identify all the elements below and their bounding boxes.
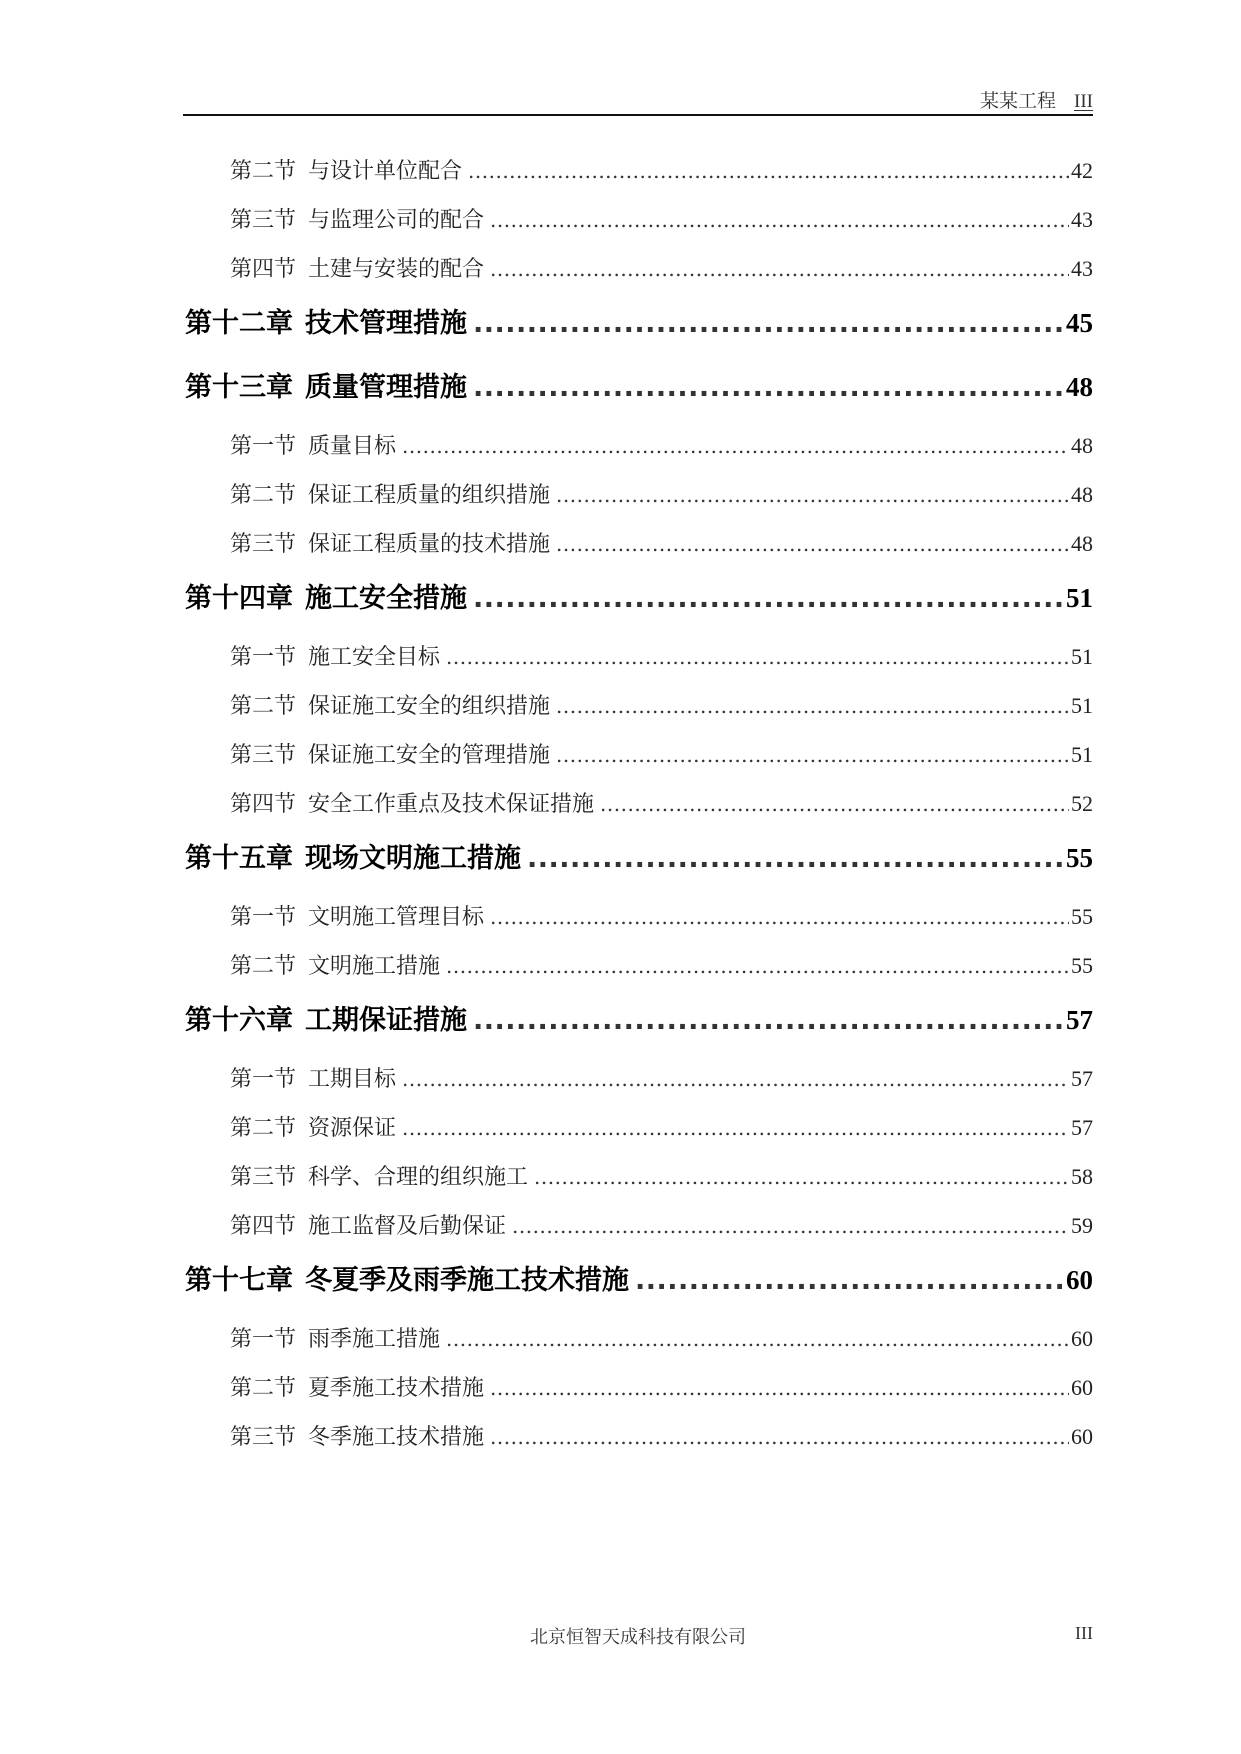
toc-entry-page: 42 — [1071, 158, 1093, 183]
toc-entry-page: 55 — [1066, 843, 1093, 873]
footer-page-number: III — [1075, 1623, 1093, 1643]
toc-dot-leader — [600, 792, 1069, 817]
toc-entry-title: 与设计单位配合 — [308, 159, 463, 184]
toc-entry-title: 保证施工安全的管理措施 — [308, 743, 551, 768]
toc-entry-title: 施工监督及后勤保证 — [308, 1214, 507, 1239]
toc-section-entry[interactable] — [185, 154, 1093, 203]
toc-entry-page: 45 — [1066, 308, 1093, 338]
toc-entry-number: 第四节 — [230, 792, 297, 817]
toc-entry-title: 技术管理措施 — [305, 308, 467, 339]
toc-entry-title: 工期保证措施 — [305, 1005, 467, 1036]
toc-entry-number: 第一节 — [230, 905, 297, 930]
toc-section-entry[interactable] — [185, 478, 1093, 527]
toc-entry-page: 60 — [1066, 1265, 1093, 1295]
toc-chapter-entry[interactable] — [185, 836, 1093, 900]
toc-entry-number: 第二节 — [230, 483, 297, 508]
toc-dot-leader — [490, 1425, 1069, 1450]
toc-dot-leader — [635, 1265, 1064, 1296]
toc-dot-leader — [490, 257, 1069, 282]
toc-dot-leader — [446, 1327, 1069, 1352]
toc-entry-number: 第一节 — [230, 1067, 297, 1092]
toc-dot-leader — [490, 1376, 1069, 1401]
toc-section-entry[interactable] — [185, 1111, 1093, 1160]
toc-dot-leader — [473, 1005, 1064, 1036]
toc-entry-title: 冬夏季及雨季施工技术措施 — [305, 1265, 629, 1296]
toc-section-entry[interactable] — [185, 1062, 1093, 1111]
toc-dot-leader — [556, 483, 1069, 508]
toc-section-entry[interactable] — [185, 1209, 1093, 1258]
toc-entry-title: 与监理公司的配合 — [308, 208, 485, 233]
toc-entry-number: 第二节 — [230, 159, 297, 184]
toc-entry-title: 保证工程质量的技术措施 — [308, 532, 551, 557]
toc-dot-leader — [556, 694, 1069, 719]
toc-section-entry[interactable] — [185, 640, 1093, 689]
toc-entry-page: 60 — [1071, 1375, 1093, 1400]
toc-dot-leader — [473, 372, 1064, 403]
toc-entry-title: 工期目标 — [308, 1067, 397, 1092]
toc-dot-leader — [446, 645, 1069, 670]
toc-entry-number: 第一节 — [230, 434, 297, 459]
toc-entry-page: 43 — [1071, 256, 1093, 281]
footer-company: 北京恒智天成科技有限公司 — [530, 1627, 746, 1648]
toc-section-entry[interactable] — [185, 689, 1093, 738]
toc-dot-leader — [490, 905, 1069, 930]
toc-dot-leader — [473, 583, 1064, 614]
toc-chapter-entry[interactable] — [185, 301, 1093, 365]
toc-entry-number: 第二节 — [230, 954, 297, 979]
toc-entry-page: 52 — [1071, 791, 1093, 816]
toc-entry-number: 第三节 — [230, 208, 297, 233]
toc-section-entry[interactable] — [185, 787, 1093, 836]
toc-entry-title: 科学、合理的组织施工 — [308, 1165, 529, 1190]
toc-entry-page: 43 — [1071, 207, 1093, 232]
toc-entry-title: 保证施工安全的组织措施 — [308, 694, 551, 719]
toc-dot-leader — [512, 1214, 1069, 1239]
toc-entry-title: 现场文明施工措施 — [305, 843, 521, 874]
toc-entry-number: 第四节 — [230, 257, 297, 282]
toc-chapter-entry[interactable] — [185, 1258, 1093, 1322]
toc-section-entry[interactable] — [185, 1420, 1093, 1469]
toc-entry-number: 第二节 — [230, 1376, 297, 1401]
toc-dot-leader — [468, 159, 1069, 184]
toc-entry-page: 48 — [1071, 433, 1093, 458]
toc-entry-page: 57 — [1071, 1066, 1093, 1091]
toc-entry-page: 59 — [1071, 1213, 1093, 1238]
toc-section-entry[interactable] — [185, 203, 1093, 252]
toc-section-entry[interactable] — [185, 900, 1093, 949]
toc-chapter-entry[interactable] — [185, 365, 1093, 429]
toc-entry-title: 土建与安装的配合 — [308, 257, 485, 282]
toc-entry-page: 55 — [1071, 904, 1093, 929]
toc-entry-number: 第十六章 — [185, 1005, 293, 1036]
page-footer — [183, 1623, 1093, 1651]
toc-section-entry[interactable] — [185, 1160, 1093, 1209]
toc-entry-page: 60 — [1071, 1326, 1093, 1351]
toc-entry-number: 第一节 — [230, 1327, 297, 1352]
toc-entry-title: 文明施工措施 — [308, 954, 441, 979]
table-of-contents — [185, 154, 1093, 1469]
toc-entry-title: 文明施工管理目标 — [308, 905, 485, 930]
page-header — [183, 84, 1093, 116]
header-text — [980, 86, 1093, 113]
toc-entry-page: 55 — [1071, 953, 1093, 978]
toc-entry-title: 资源保证 — [308, 1116, 397, 1141]
toc-entry-title: 施工安全措施 — [305, 583, 467, 614]
toc-entry-number: 第二节 — [230, 694, 297, 719]
toc-entry-number: 第四节 — [230, 1214, 297, 1239]
toc-entry-title: 冬季施工技术措施 — [308, 1425, 485, 1450]
toc-entry-page: 57 — [1066, 1005, 1093, 1035]
toc-dot-leader — [402, 1067, 1069, 1092]
toc-entry-title: 质量管理措施 — [305, 372, 467, 403]
toc-dot-leader — [534, 1165, 1069, 1190]
toc-dot-leader — [556, 532, 1069, 557]
toc-entry-number: 第十四章 — [185, 583, 293, 614]
toc-entry-number: 第十七章 — [185, 1265, 293, 1296]
toc-entry-number: 第三节 — [230, 532, 297, 557]
toc-dot-leader — [490, 208, 1069, 233]
toc-entry-number: 第十二章 — [185, 308, 293, 339]
toc-section-entry[interactable] — [185, 1371, 1093, 1420]
toc-entry-title: 保证工程质量的组织措施 — [308, 483, 551, 508]
toc-section-entry[interactable] — [185, 738, 1093, 787]
toc-entry-number: 第三节 — [230, 743, 297, 768]
toc-entry-page: 51 — [1071, 742, 1093, 767]
toc-dot-leader — [402, 1116, 1069, 1141]
toc-entry-title: 质量目标 — [308, 434, 397, 459]
toc-chapter-entry[interactable] — [185, 998, 1093, 1062]
toc-entry-page: 48 — [1066, 372, 1093, 402]
toc-chapter-entry[interactable] — [185, 576, 1093, 640]
toc-entry-page: 51 — [1071, 644, 1093, 669]
toc-entry-page: 48 — [1071, 531, 1093, 556]
toc-entry-page: 51 — [1066, 583, 1093, 613]
toc-entry-number: 第二节 — [230, 1116, 297, 1141]
toc-entry-title: 施工安全目标 — [308, 645, 441, 670]
toc-section-entry[interactable] — [185, 949, 1093, 998]
toc-entry-title: 夏季施工技术措施 — [308, 1376, 485, 1401]
toc-dot-leader — [473, 308, 1064, 339]
toc-entry-number: 第一节 — [230, 645, 297, 670]
toc-section-entry[interactable] — [185, 1322, 1093, 1371]
toc-section-entry[interactable] — [185, 429, 1093, 478]
toc-entry-page: 60 — [1071, 1424, 1093, 1449]
toc-entry-page: 58 — [1071, 1164, 1093, 1189]
toc-entry-number: 第三节 — [230, 1165, 297, 1190]
toc-section-entry[interactable] — [185, 527, 1093, 576]
header-page-number: III — [1074, 91, 1093, 112]
toc-entry-title: 安全工作重点及技术保证措施 — [308, 792, 595, 817]
toc-dot-leader — [527, 843, 1064, 874]
toc-section-entry[interactable] — [185, 252, 1093, 301]
toc-entry-title: 雨季施工措施 — [308, 1327, 441, 1352]
toc-entry-number: 第十三章 — [185, 372, 293, 403]
toc-entry-number: 第十五章 — [185, 843, 293, 874]
toc-entry-page: 51 — [1071, 693, 1093, 718]
header-title: 某某工程 — [980, 90, 1057, 112]
toc-entry-number: 第三节 — [230, 1425, 297, 1450]
toc-entry-page: 57 — [1071, 1115, 1093, 1140]
toc-entry-page: 48 — [1071, 482, 1093, 507]
toc-dot-leader — [446, 954, 1069, 979]
toc-dot-leader — [402, 434, 1069, 459]
toc-dot-leader — [556, 743, 1069, 768]
